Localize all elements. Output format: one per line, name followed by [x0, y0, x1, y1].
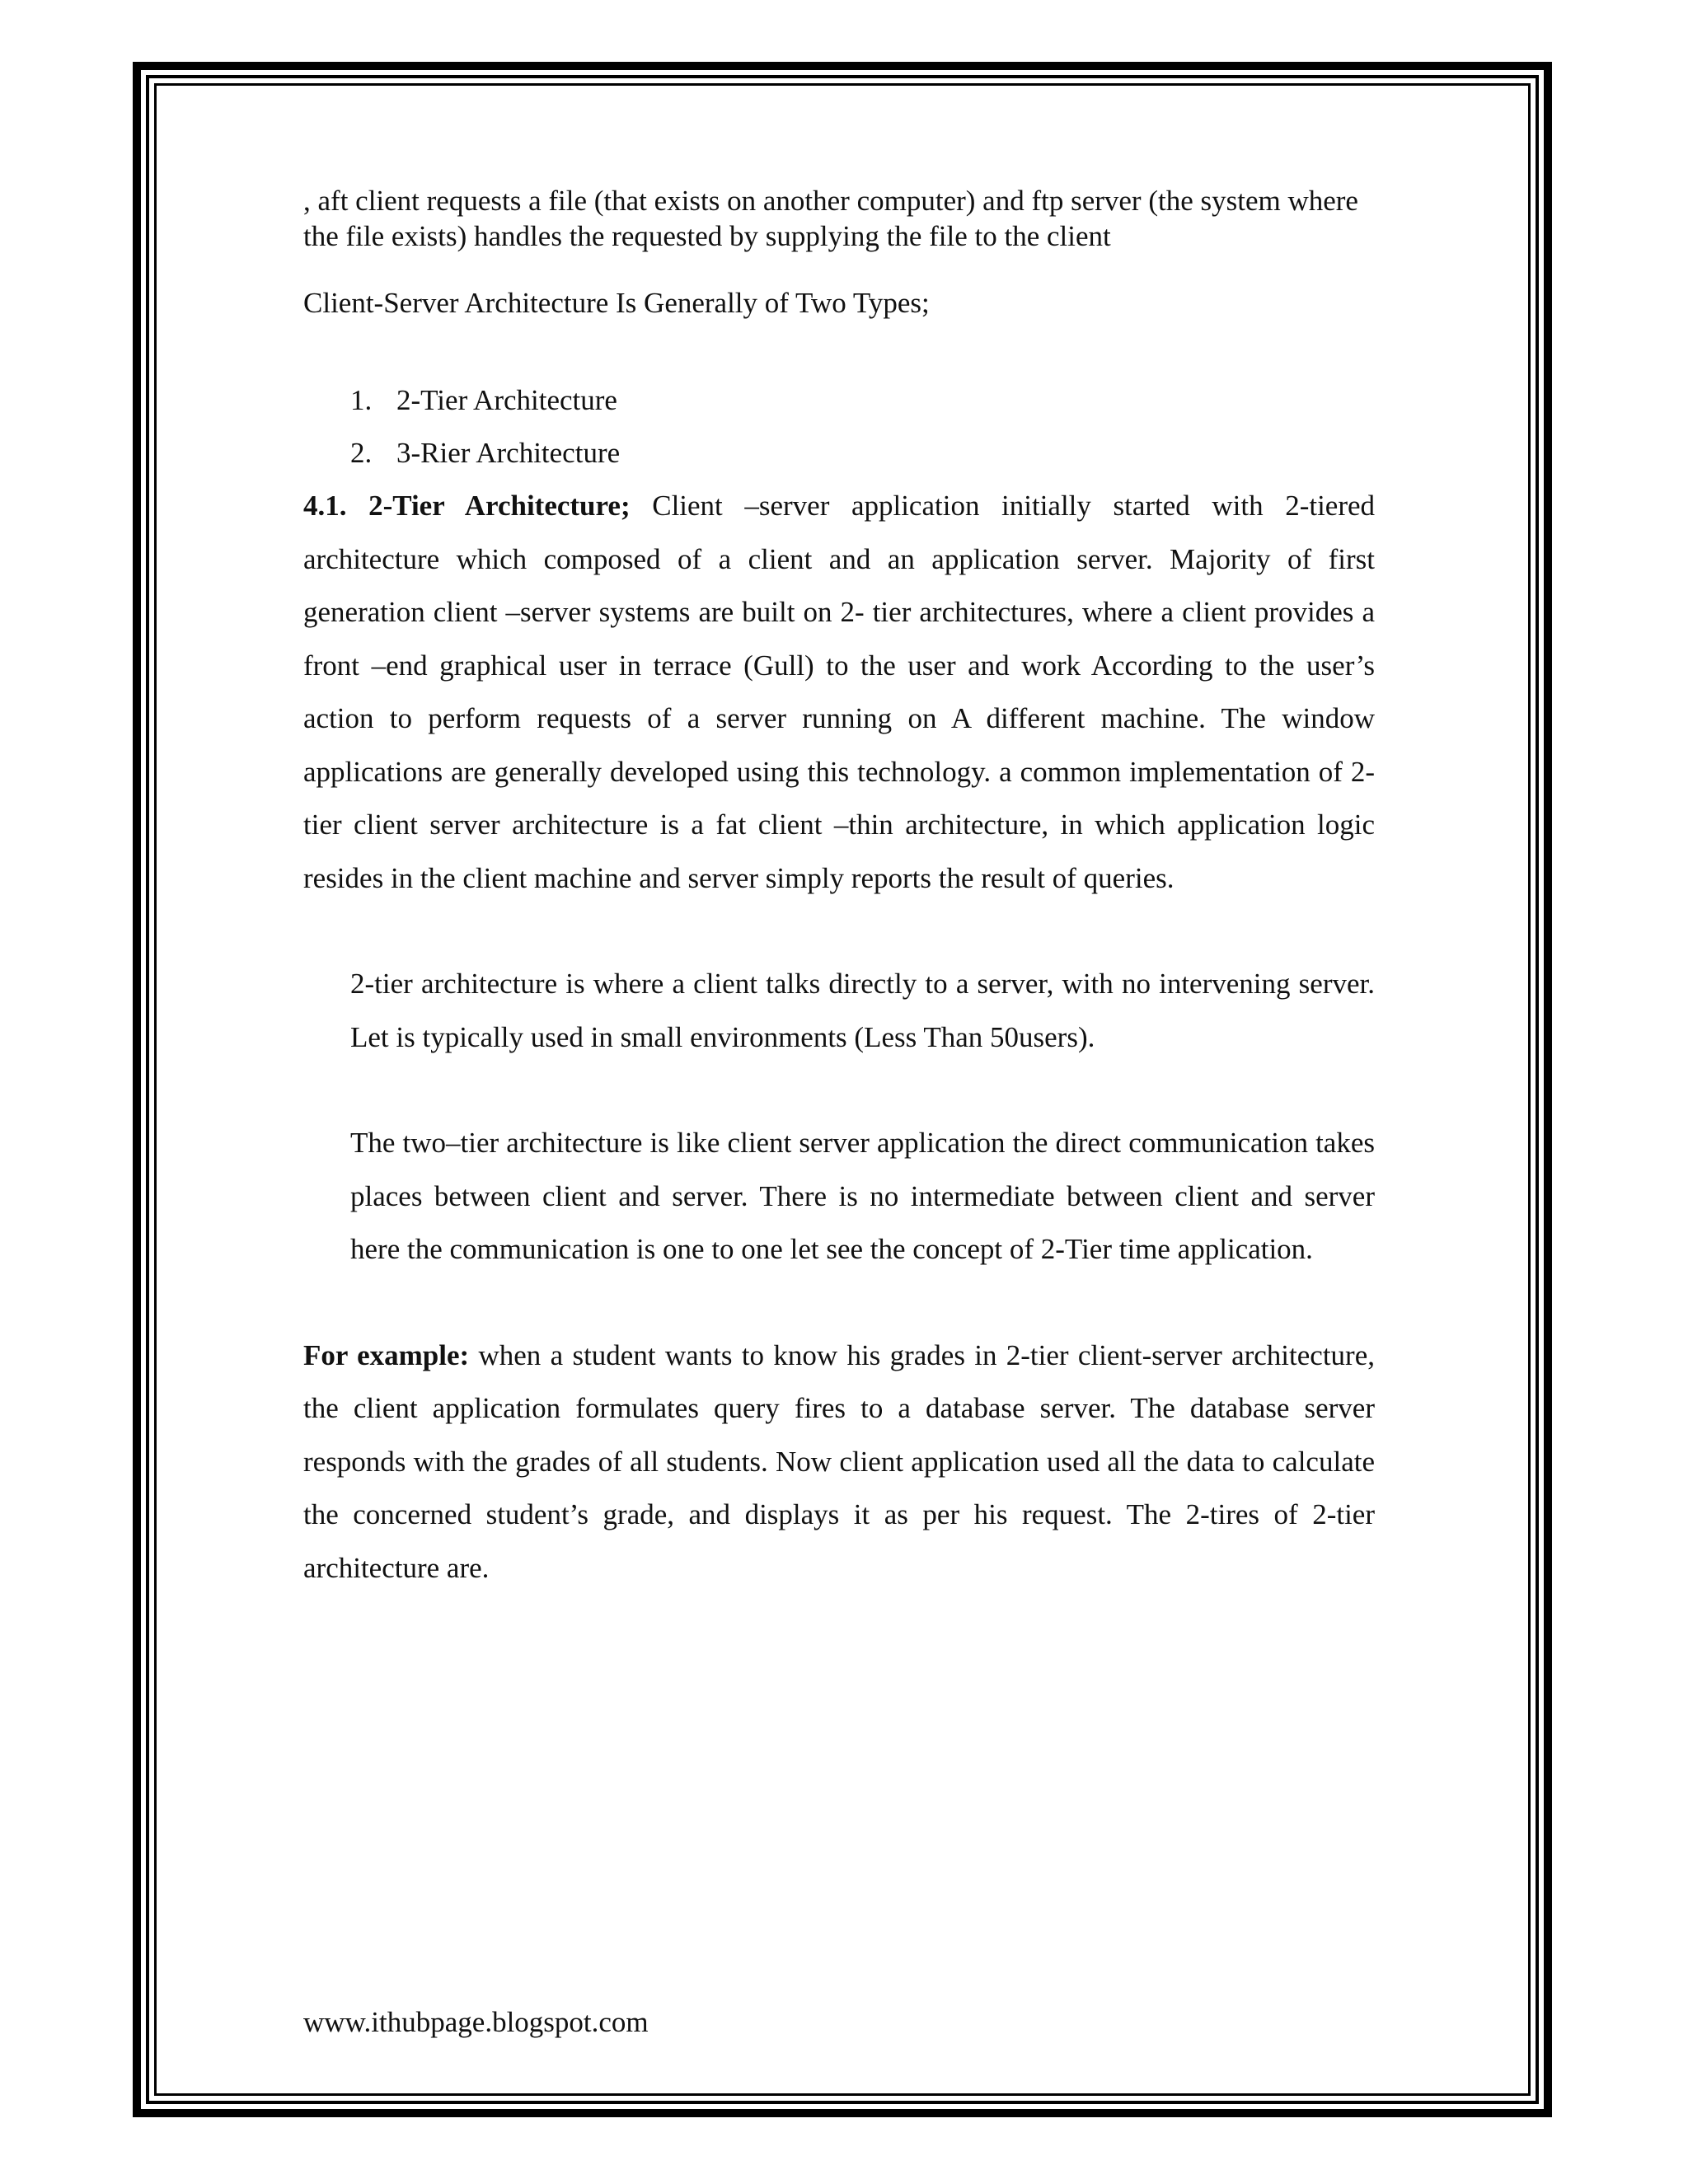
list-item: [350, 374, 1375, 427]
list-item-number: 2.: [350, 437, 373, 469]
intro-paragraph: , aft client requests a file (that exists on another computer) and ftp server (the system where the file exists) handles the requested by supplying the file to the client: [303, 185, 1358, 252]
paragraph-two-tier-communication: The two–tier architecture is like client server application the direct communication takes places between client and server. There is no intermediate between client and server here the communication is one to one let see the concept of 2-Tier time application.: [350, 1127, 1375, 1265]
list-item: [350, 427, 1375, 480]
list-item-text: 2-Tier Architecture: [396, 384, 617, 416]
section-2-tier-paragraph: [303, 480, 1375, 905]
paragraph-2tier-definition: 2-tier architecture is where a client talks directly to a server, with no intervening server. Let is typically used in small environments (Less Than 50users).: [350, 968, 1375, 1053]
example-body: when a student wants to know his grades in 2-tier client-server architecture, the client application formulates query fires to a database server. The database server responds with the grades of all students. Now client application used all the data to calculate the concerned student’s grade, and displays it as per his request. The 2-tires of 2-tier architecture are.: [303, 1338, 1375, 1584]
types-heading: Client-Server Architecture Is Generally of Two Types;: [303, 287, 930, 319]
section-body: Client –server application initially started with 2-tiered architecture which composed of a client and an application server. Majority of first generation client –server systems are built on 2- tier architectures, where a client provides a front –end graphical user in terrace (Gull) to the user and work According to the user’s action to perform requests of a server running on A different machine. The window applications are generally developed using this technology. a common implementation of 2- tier client server architecture is a fat client –thin architecture, in which application logic resides in the client machine and server simply reports the result of queries.: [303, 490, 1376, 894]
architecture-types-list: [303, 374, 1375, 480]
example-paragraph: [303, 1329, 1375, 1596]
example-label: For example:: [303, 1338, 470, 1371]
list-item-number: 1.: [350, 384, 373, 416]
section-heading: 4.1. 2-Tier Architecture;: [303, 490, 631, 522]
page-content: [303, 183, 1375, 1595]
footer-url: www.ithubpage.blogspot.com: [303, 2006, 649, 2038]
list-item-text: 3-Rier Architecture: [396, 437, 621, 469]
